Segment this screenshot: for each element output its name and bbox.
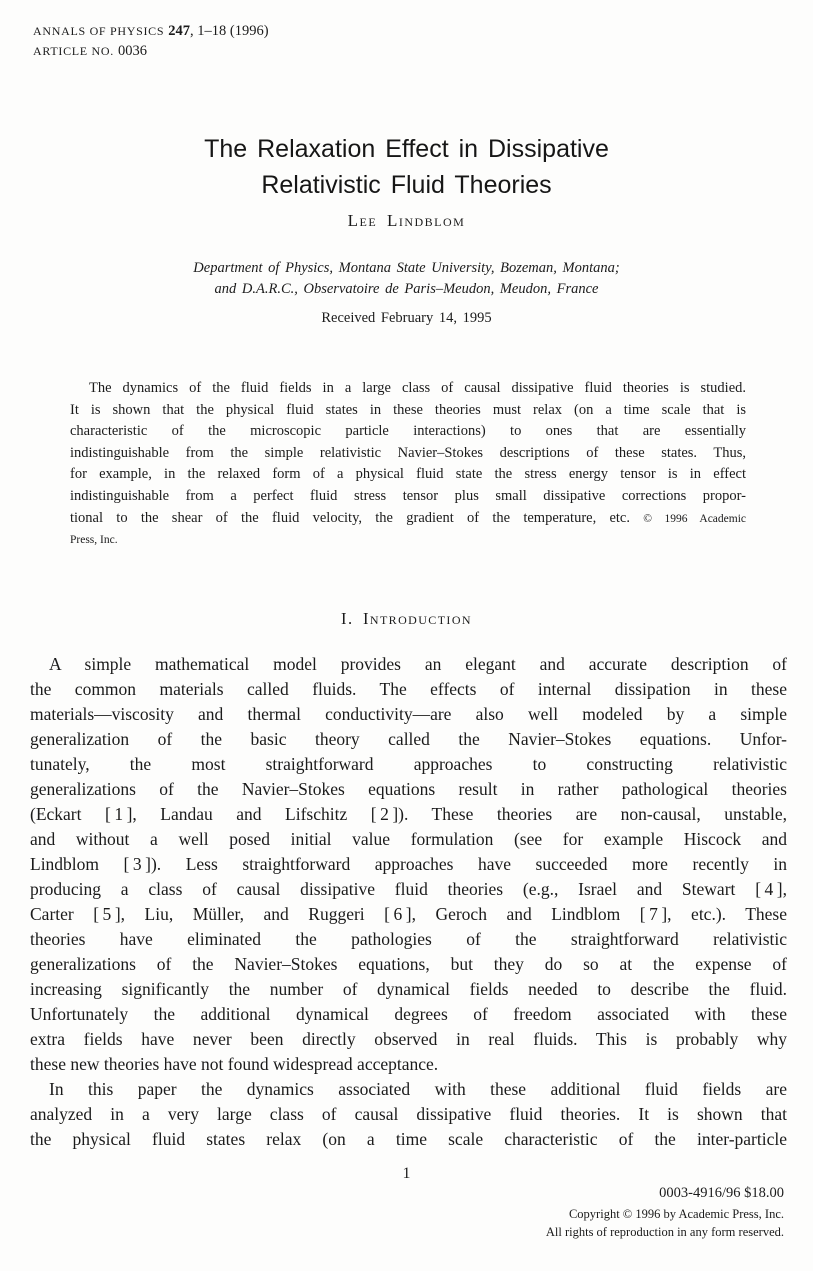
title-line-1: The Relaxation Effect in Dissipative (204, 135, 609, 163)
text-line: indistinguishable from a perfect fluid stress tensor plus small dissipative corrections propor- (70, 487, 746, 504)
text-line: extra fields have never been directly observed in real fluids. This is probably why (30, 1029, 787, 1049)
journal-volume: 247 (168, 23, 191, 39)
affiliation-line-1: Department of Physics, Montana State University, Bozeman, Montana; (193, 260, 620, 276)
journal-name: ANNALS OF PHYSICS (33, 24, 165, 38)
received-date: Received February 14, 1995 (321, 310, 492, 326)
text-line: materials—viscosity and thermal conductivity—are also well modeled by a simple (30, 704, 787, 724)
text-line: and without a well posed initial value formulation (see for example Hiscock and (30, 829, 787, 849)
text-line: analyzed in a very large class of causal dissipative fluid theories. It is shown that (30, 1104, 787, 1124)
text-line: generalization of the basic theory called the Navier–Stokes equations. Unfor- (30, 729, 787, 749)
price-code: 0003-4916/96 $18.00 (659, 1185, 784, 1201)
text-line: Lindblom [ 3 ]). Less straightforward approaches have succeeded more recently in (30, 854, 787, 874)
text-line: Carter [ 5 ], Liu, Müller, and Ruggeri [ 6 ], Geroch and Lindblom [ 7 ], etc.). These (30, 904, 787, 924)
title-line-2: Relativistic Fluid Theories (261, 171, 552, 199)
article-number-line (33, 41, 269, 61)
abstract-copyright-inline: © 1996 Academic (643, 512, 747, 525)
text-line: the physical fluid states relax (on a time scale characteristic of the inter-particle (30, 1129, 787, 1149)
text-line: generalizations of the Navier–Stokes equations result in rather pathological theories (30, 779, 787, 799)
text-line: indistinguishable from the simple relativistic Navier–Stokes descriptions of these states. Thus, (70, 444, 746, 461)
section-heading-introduction: I. Introduction (341, 609, 472, 628)
text-line: tunately, the most straightforward approaches to constructing relativistic (30, 754, 787, 774)
journal-line (33, 21, 269, 41)
abstract (70, 378, 746, 552)
abstract-closing-line (70, 508, 746, 531)
intro-paragraph-1 (30, 652, 787, 1077)
text-line: for example, in the relaxed form of a physical fluid state the stress energy tensor is in effect (70, 466, 746, 483)
footer-copyright-line: Copyright © 1996 by Academic Press, Inc. (568, 1207, 784, 1221)
journal-issue-range: , 1–18 (1996) (190, 23, 269, 39)
paper-title (0, 131, 813, 203)
introduction-body (30, 652, 787, 1152)
footer-rights-line: All rights of reproduction in any form reserved. (545, 1225, 784, 1239)
abstract-lines (70, 378, 746, 508)
affiliation-line-2: and D.A.R.C., Observatoire de Paris–Meudon, Meudon, France (214, 281, 599, 297)
text-line: the common materials called fluids. The effects of internal dissipation in these (30, 679, 787, 699)
author-name: Lee Lindblom (347, 211, 466, 230)
article-number: 0036 (117, 43, 147, 59)
page-number: 1 (402, 1165, 411, 1182)
intro-paragraph-2 (30, 1077, 787, 1152)
text-line: producing a class of causal dissipative fluid theories (e.g., Israel and Stewart [ 4 ], (30, 879, 787, 899)
affiliation (0, 258, 813, 300)
text-line: generalizations of the Navier–Stokes equations, but they do so at the expense of (30, 954, 787, 974)
text-line: It is shown that the physical fluid states in these theories must relax (on a time scale that is (70, 401, 746, 418)
abstract-copyright-continued: Press, Inc. (70, 534, 118, 547)
text-line: these new theories have not found widespread acceptance. (30, 1054, 439, 1074)
footer-copyright-block (546, 1185, 784, 1241)
text-line: Unfortunately the additional dynamical degrees of freedom associated with these (30, 1004, 787, 1024)
text-line: increasing significantly the number of dynamical fields needed to describe the fluid. (30, 979, 787, 999)
journal-header (33, 21, 269, 61)
text-line: A simple mathematical model provides an elegant and accurate description of (49, 654, 787, 674)
text-line: In this paper the dynamics associated with these additional fluid fields are (49, 1079, 787, 1099)
text-line: The dynamics of the fluid fields in a large class of causal dissipative fluid theories is studied. (89, 380, 746, 396)
text-line: theories have eliminated the pathologies of the straightforward relativistic (30, 929, 787, 949)
article-label: ARTICLE NO. (33, 44, 114, 58)
text-line: characteristic of the microscopic particle interactions) to ones that are essentially (70, 423, 746, 440)
abstract-closing-text: tional to the shear of the fluid velocity, the gradient of the temperature, etc. (70, 509, 630, 526)
text-line: (Eckart [ 1 ], Landau and Lifschitz [ 2 ]). These theories are non-causal, unstable, (30, 804, 787, 824)
